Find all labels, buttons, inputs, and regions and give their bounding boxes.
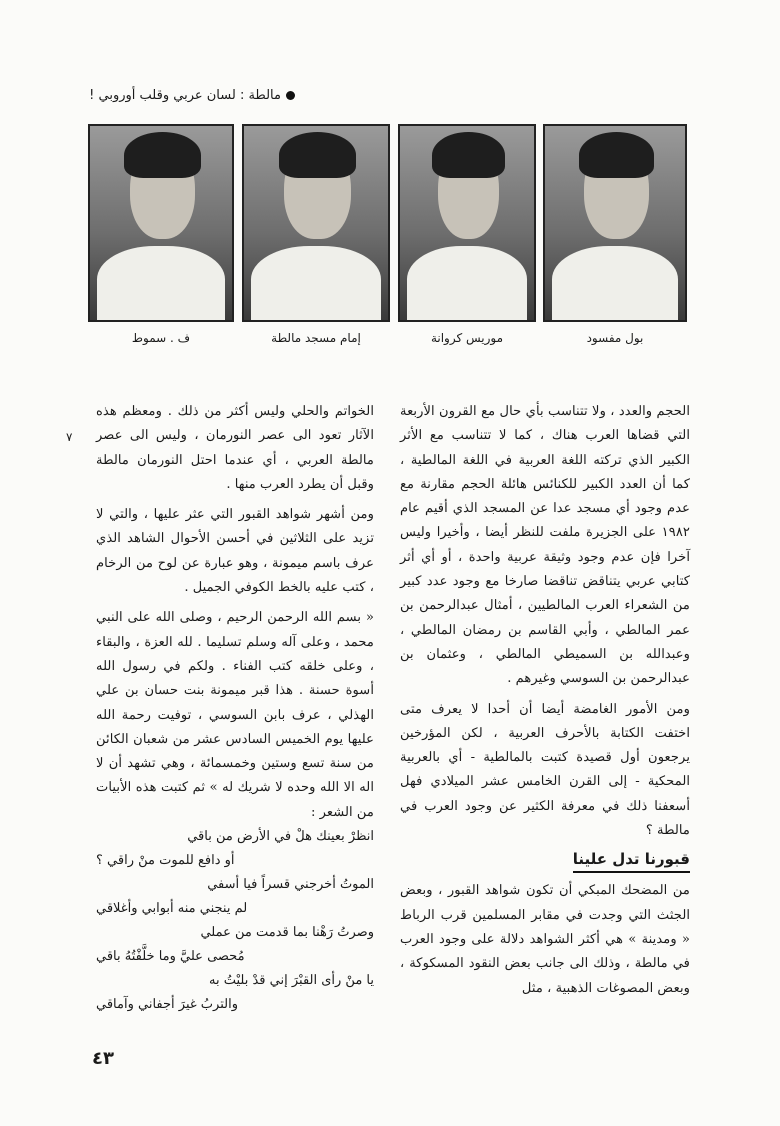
poem-line: وصرتُ رَهْنا بما قدمت من عملي	[200, 925, 374, 941]
portrait-photo	[88, 124, 234, 322]
margin-mark: ٧	[66, 430, 73, 444]
portrait-photo	[398, 124, 536, 322]
poem-line: أو دافع للموت منْ راقي ؟	[96, 853, 235, 869]
poem-line: والتربُ غيرَ أجفاني وآماقي	[96, 997, 238, 1013]
body-paragraph: ومن الأمور الغامضة أيضا أن أحدا لا يعرف متى اختفت الكتابة بالأحرف العربية ، لكن المؤرخين يرجعون أول قصيدة كتبت بالمالطية - أي بالعربية المحكية - إلى القرن الخامس عشر الميلادي فهل أسعفنا ذلك في معرفة الكثير عن وجود العرب في مالطة ؟	[400, 701, 690, 839]
poem-line: انظرْ بعينك هلْ في الأرض من باقي	[187, 829, 374, 845]
page-number: ٤٣	[92, 1048, 114, 1069]
running-head	[55, 85, 295, 107]
bullet-icon	[286, 91, 295, 100]
photo-caption: ف . سموط	[131, 331, 191, 345]
body-paragraph: الخواتم والحلي وليس أكثر من ذلك . ومعظم هذه الآثار تعود الى عصر النورمان ، وليس الى عصر مالطة العربي ، أي عندما احتل النورمان مالطة وقبل أن يطرد العرب منها .	[96, 404, 374, 492]
photo-caption: بول مفسود	[586, 331, 644, 345]
photo-caption: موريس كروانة	[430, 331, 504, 345]
poem-line: يا منْ رأى القبْرَ إني قدْ بليْتُ به	[209, 973, 374, 989]
photo-caption: إمام مسجد مالطة	[271, 331, 361, 345]
body-paragraph: ومن أشهر شواهد القبور التي عثر عليها ، والتي لا تزيد على الثلاثين في أحسن الأحوال الشاهد الذي عرف باسم ميمونة ، وهو عبارة عن لوح من الرخام ، كتب عليه بالخط الكوفي الجميل .	[96, 507, 374, 596]
right-column	[400, 400, 690, 1001]
photo-strip	[88, 124, 687, 322]
portrait-photo	[543, 124, 687, 322]
body-paragraph: « بسم الله الرحمن الرحيم ، وصلى الله على النبي محمد ، وعلى آله وسلم تسليما . لله العزة ، والبقاء ، وعلى خلقه كتب الفناء . ولكم في رسول الله أسوة حسنة . هذا قبر ميمونة بنت حسان بن علي الهذلي ، عرف بابن السوسي ، توفيت رحمة الله عليها يوم الخميس السادس عشر من شعبان الكائن من سنة تسع وستين وخمسمائة ، وهي تشهد أن لا اله الا الله وحده لا شريك له » ثم كتبت هذه الأبيات من الشعر :	[96, 610, 374, 820]
poem-line: مُحصى عليَّ وما خلَّفْتُهُ باقي	[96, 949, 245, 965]
section-subheading: قبورنا تدل علينا	[573, 847, 690, 873]
poem-line: الموتُ أخرجني قسراً فيا أسفي	[207, 877, 374, 893]
body-paragraph: من المضحك المبكي أن تكون شواهد القبور ، وبعض الجثث التي وجدت في مقابر المسلمين قرب الرباط « ومدينة » هي أكثر الشواهد دلالة على وجود العرب في مالطة ، وذلك الى جانب بعض النقود المسكوكة ، وبعض المصوغات الذهبية ، مثل	[400, 883, 690, 996]
left-column	[96, 400, 374, 1017]
running-head-text: مالطة : لسان عربي وقلب أوروبي !	[89, 88, 281, 103]
body-paragraph: الحجم والعدد ، ولا تتناسب بأي حال مع القرون الأربعة التي قضاها العرب هناك ، كما لا تتناسب مع الأثر الكبير الذي تركته اللغة العربية في اللغة المالطية ، كما أن العدد الكبير للكنائس هائلة الحجم مقارنة مع عدم وجود أي مسجد عدا عن المسجد الذي أقيم عام ١٩٨٢ على الجزيرة ملفت للنظر أيضا ، وأخيرا وليس آخرا فإن عدم وجود وثيقة عربية واحدة ، أو أي أثر كتابي عربي يتناقض تناقضا صارخا مع وجود عدد كبير من الشعراء العرب المالطيين ، أمثال عبدالرحمن بن عمر المالطي ، وأبي القاسم بن رمضان المالطي ، وعبدالله بن السميطي المالطي ، وعثمان بن عبدالرحمن بن السوسي وغيرهم .	[400, 404, 690, 687]
poem-line: لم ينجني منه أبوابي وأغلاقي	[96, 901, 248, 917]
portrait-photo	[242, 124, 390, 322]
poem	[96, 825, 374, 1017]
